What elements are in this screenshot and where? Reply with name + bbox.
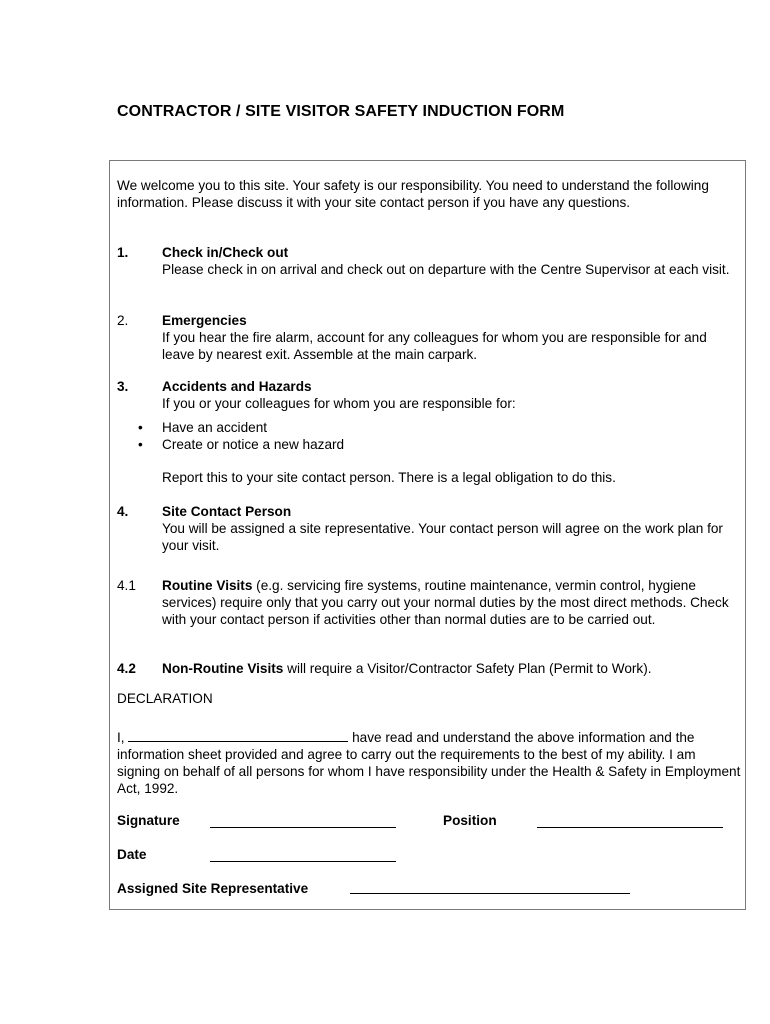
section-4-1	[162, 577, 742, 628]
section-3-heading: Accidents and Hazards	[162, 379, 312, 394]
section-4-2-text: will require a Visitor/Contractor Safety Plan (Permit to Work).	[283, 661, 652, 676]
position-label: Position	[443, 813, 497, 828]
section-4-2-heading: Non-Routine Visits	[162, 661, 284, 676]
bullet-item: Have an accident	[162, 420, 268, 435]
section-1-number: 1.	[117, 245, 129, 260]
assigned-rep-field[interactable]	[350, 893, 630, 894]
bullet-item: Create or notice a new hazard	[162, 437, 345, 452]
bullet-dot: •	[138, 420, 143, 435]
signature-label: Signature	[117, 813, 180, 828]
section-2	[162, 312, 742, 363]
date-field[interactable]	[210, 861, 396, 862]
section-1-heading: Check in/Check out	[162, 245, 289, 260]
section-4-1-text: (e.g. servicing fire systems, routine maintenance, vermin control, hygiene services) require only that you carry out your normal duties by the most direct methods. Check with your contact person if activities other than normal duties are to be carried out.	[162, 578, 729, 627]
section-4-2	[162, 660, 742, 677]
section-2-text: If you hear the fire alarm, account for any colleagues for whom you are responsible for and leave by nearest exit. Assemble at the main carpark.	[162, 330, 707, 362]
section-4-text: You will be assigned a site representative. Your contact person will agree on the work plan for your visit.	[162, 521, 723, 553]
declaration-heading: DECLARATION	[117, 691, 213, 706]
bullet-dot: •	[138, 437, 143, 452]
name-field[interactable]	[128, 728, 348, 742]
section-3-text: If you or your colleagues for whom you are responsible for:	[162, 396, 516, 411]
section-1	[162, 244, 742, 278]
section-2-heading: Emergencies	[162, 313, 247, 328]
section-3	[162, 378, 742, 412]
section-4	[162, 503, 742, 554]
section-3-number: 3.	[117, 379, 129, 394]
section-4-2-number: 4.2	[117, 661, 136, 676]
signature-field[interactable]	[210, 827, 396, 828]
assigned-rep-label: Assigned Site Representative	[117, 881, 309, 896]
section-1-text: Please check in on arrival and check out on departure with the Centre Supervisor at each visit.	[162, 262, 730, 277]
section-2-number: 2.	[117, 313, 129, 328]
section-4-1-number: 4.1	[117, 578, 136, 593]
date-label: Date	[117, 847, 147, 862]
section-4-1-heading: Routine Visits	[162, 578, 253, 593]
section-4-heading: Site Contact Person	[162, 504, 292, 519]
position-field[interactable]	[537, 827, 723, 828]
declaration-body: have read and understand the above information and the information sheet provided and agree to carry out the requirements to the best of my ability. I am signing on behalf of all persons for whom I have responsibility under the Health & Safety in Employment Act, 1992.	[117, 730, 741, 796]
section-3-report: Report this to your site contact person. There is a legal obligation to do this.	[162, 470, 616, 485]
intro-text: We welcome you to this site. Your safety is our responsibility. You need to understand the following information. Please discuss it with your site contact person if you have any questions.	[117, 178, 709, 210]
form-title: CONTRACTOR / SITE VISITOR SAFETY INDUCTION FORM	[117, 103, 565, 120]
declaration-text	[117, 728, 742, 797]
declaration-prefix: I,	[117, 730, 125, 745]
section-4-number: 4.	[117, 504, 129, 519]
